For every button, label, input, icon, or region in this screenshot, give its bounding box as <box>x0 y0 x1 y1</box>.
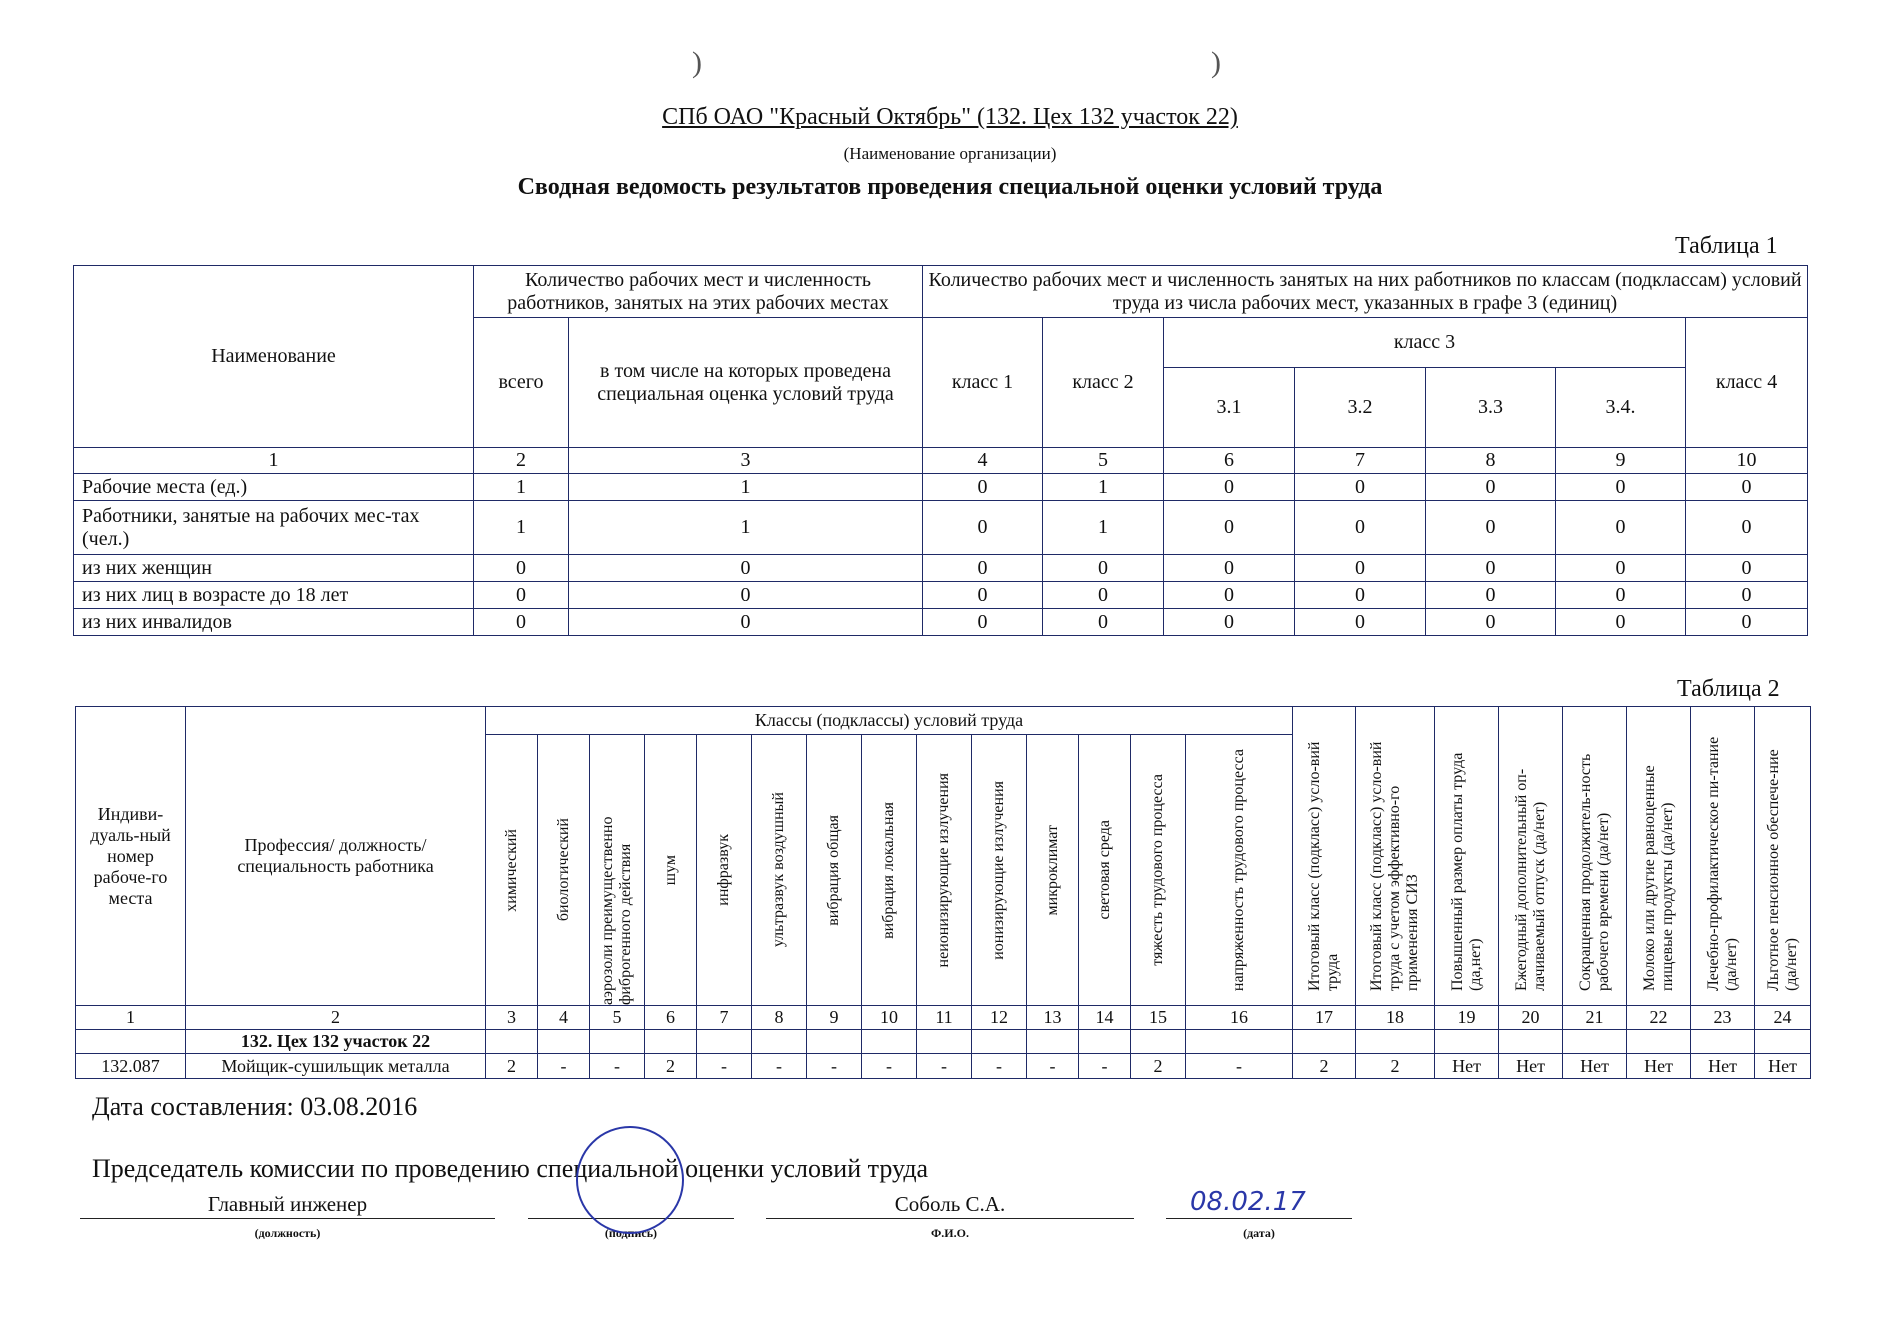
cell-value: 0 <box>1295 555 1426 582</box>
factor-header: аэрозоли преимущественно фиброгенного действия <box>590 735 645 1006</box>
cell-value: 0 <box>1686 501 1808 555</box>
header-name: Наименование <box>74 266 474 448</box>
cell-value: 0 <box>1556 555 1686 582</box>
signature-caption: (подпись) <box>604 1226 658 1240</box>
col-number: 2 <box>186 1006 486 1030</box>
cell-value: 0 <box>1043 555 1164 582</box>
cell-value: Нет <box>1627 1054 1691 1079</box>
cell-value: 0 <box>569 555 923 582</box>
cell-value: 0 <box>1426 582 1556 609</box>
cell-value: 0 <box>1164 609 1295 636</box>
header-class-3-4: 3.4. <box>1556 368 1686 448</box>
cell-value: Нет <box>1691 1054 1755 1079</box>
cell-value: 0 <box>1043 582 1164 609</box>
fio-caption: Ф.И.О. <box>931 1226 969 1240</box>
header-milk: Молоко или другие равноценные пищевые продукты (да/нет) <box>1627 707 1691 1006</box>
factor-header: неионизирующие излучения <box>917 735 972 1006</box>
header-class-3-2: 3.2 <box>1295 368 1426 448</box>
header-quantity: Количество рабочих мест и численность работников, занятых на этих рабочих местах <box>474 266 923 318</box>
cell-value: 0 <box>1043 609 1164 636</box>
header-class-3: класс 3 <box>1164 318 1686 368</box>
column-number-row <box>74 448 1808 474</box>
header-increased-pay: Повышенный размер оплаты труда (да,нет) <box>1435 707 1499 1006</box>
cell-value: 1 <box>569 474 923 501</box>
cell-value: 1 <box>569 501 923 555</box>
cell-value: 0 <box>569 609 923 636</box>
col-number: 20 <box>1499 1006 1563 1030</box>
factor-header: химический <box>486 735 538 1006</box>
cell-value: 0 <box>1295 474 1426 501</box>
col-number: 3 <box>569 448 923 474</box>
col-number: 7 <box>1295 448 1426 474</box>
cell-value: - <box>917 1054 972 1079</box>
cell-value: 0 <box>1164 501 1295 555</box>
header-class-3-3: 3.3 <box>1426 368 1556 448</box>
cell-value: 0 <box>569 582 923 609</box>
header-total-class-siz: Итоговый класс (подкласс) усло-вий труда с учетом эффективно-го применения СИЗ <box>1356 707 1435 1006</box>
cell-value: 1 <box>474 501 569 555</box>
compilation-date: Дата составления: 03.08.2016 <box>92 1092 418 1121</box>
cell-value: 0 <box>923 474 1043 501</box>
row-label: Рабочие места (ед.) <box>74 474 474 501</box>
col-number: 4 <box>923 448 1043 474</box>
col-number: 11 <box>917 1006 972 1030</box>
fio-field: Соболь С.А. <box>766 1192 1134 1219</box>
col-number: 22 <box>1627 1006 1691 1030</box>
cell-value: 2 <box>645 1054 697 1079</box>
row-label: из них женщин <box>74 555 474 582</box>
factor-header: инфразвук <box>697 735 752 1006</box>
cell-value: 0 <box>1295 501 1426 555</box>
col-number: 9 <box>807 1006 862 1030</box>
cell-value: - <box>697 1054 752 1079</box>
cell-value: 2 <box>1293 1054 1356 1079</box>
factor-header: шум <box>645 735 697 1006</box>
cell-value: 1 <box>474 474 569 501</box>
header-pension: Льготное пенсионное обеспече-ние (да/нет) <box>1755 707 1811 1006</box>
scan-mark-right: ) <box>1211 46 1221 79</box>
col-number: 5 <box>1043 448 1164 474</box>
column-number-row <box>76 1006 1811 1030</box>
table-row <box>76 1054 1811 1079</box>
table1-caption: Таблица 1 <box>1675 233 1778 259</box>
table-row <box>74 474 1808 501</box>
section-title: 132. Цех 132 участок 22 <box>186 1030 486 1054</box>
cell-value: 0 <box>1686 609 1808 636</box>
factor-header: биологический <box>538 735 590 1006</box>
cell-value: - <box>1079 1054 1131 1079</box>
col-number: 13 <box>1027 1006 1079 1030</box>
col-number: 16 <box>1186 1006 1293 1030</box>
cell-value: 0 <box>1295 609 1426 636</box>
row-label: Работники, занятые на рабочих мес-тах (чел.) <box>74 501 474 555</box>
col-number: 9 <box>1556 448 1686 474</box>
header-class-1: класс 1 <box>923 318 1043 448</box>
col-number: 15 <box>1131 1006 1186 1030</box>
cell-value: 0 <box>1556 501 1686 555</box>
cell-value: - <box>1027 1054 1079 1079</box>
header-workplace-number: Индиви-дуаль-ный номер рабоче-го места <box>76 707 186 1006</box>
handwritten-date: 08.02.17 <box>1190 1187 1306 1217</box>
cell-value: - <box>972 1054 1027 1079</box>
cell-value: 0 <box>1426 474 1556 501</box>
organization-name: СПб ОАО "Красный Октябрь" (132. Цех 132 участок 22) <box>662 104 1238 130</box>
table-row <box>74 555 1808 582</box>
table2-caption: Таблица 2 <box>1677 676 1780 702</box>
row-label: из них лиц в возрасте до 18 лет <box>74 582 474 609</box>
commission-chair-label: Председатель комиссии по проведению специальной оценки условий труда <box>92 1154 929 1183</box>
cell-value: 0 <box>923 501 1043 555</box>
cell-value: - <box>590 1054 645 1079</box>
col-number: 10 <box>862 1006 917 1030</box>
cell-value: - <box>807 1054 862 1079</box>
cell-value: 2 <box>1131 1054 1186 1079</box>
cell-value: 0 <box>1164 582 1295 609</box>
cell-value: 0 <box>923 609 1043 636</box>
factor-header: тяжесть трудового процесса <box>1131 735 1186 1006</box>
cell-value: 0 <box>1556 582 1686 609</box>
factor-header: напряженность трудового процесса <box>1186 735 1293 1006</box>
cell-value: Нет <box>1563 1054 1627 1079</box>
col-number: 6 <box>645 1006 697 1030</box>
cell-value: 0 <box>1295 582 1426 609</box>
cell-value: Нет <box>1755 1054 1811 1079</box>
header-extra-leave: Ежегодный дополнительный оп-лачиваемый отпуск (да/нет) <box>1499 707 1563 1006</box>
organization-caption: (Наименование организации) <box>843 144 1057 163</box>
cell-value: 0 <box>923 582 1043 609</box>
cell-value: 0 <box>1686 474 1808 501</box>
workplace-number: 132.087 <box>76 1054 186 1079</box>
cell-value: 0 <box>1556 609 1686 636</box>
col-number: 3 <box>486 1006 538 1030</box>
cell-value: 2 <box>1356 1054 1435 1079</box>
scan-mark-left: ) <box>692 46 702 79</box>
header-profession: Профессия/ должность/ специальность работника <box>186 707 486 1006</box>
cell-value: 0 <box>474 582 569 609</box>
cell-value: Нет <box>1499 1054 1563 1079</box>
factor-header: световая среда <box>1079 735 1131 1006</box>
cell-value: Нет <box>1435 1054 1499 1079</box>
cell-value: - <box>752 1054 807 1079</box>
header-class-3-1: 3.1 <box>1164 368 1295 448</box>
cell-value: 0 <box>1426 555 1556 582</box>
col-number: 21 <box>1563 1006 1627 1030</box>
row-label: из них инвалидов <box>74 609 474 636</box>
header-class-2: класс 2 <box>1043 318 1164 448</box>
cell-value: 0 <box>1426 501 1556 555</box>
cell-value: 0 <box>923 555 1043 582</box>
header-reduced-hours: Сокращенная продолжитель-ность рабочего времени (да/нет) <box>1563 707 1627 1006</box>
factor-header: ионизирующие излучения <box>972 735 1027 1006</box>
header-total-class: Итоговый класс (подкласс) усло-вий труда <box>1293 707 1356 1006</box>
cell-value: 0 <box>474 555 569 582</box>
cell-value: 0 <box>474 609 569 636</box>
header-classes: Количество рабочих мест и численность занятых на них работников по классам (подклассам) условий труда из числа рабочих мест, указанных в графе 3 (единиц) <box>923 266 1808 318</box>
cell-value: 0 <box>1686 555 1808 582</box>
col-number: 18 <box>1356 1006 1435 1030</box>
col-number: 1 <box>74 448 474 474</box>
col-number: 8 <box>1426 448 1556 474</box>
summary-table-2 <box>75 706 1811 1079</box>
col-number: 10 <box>1686 448 1808 474</box>
factor-header: микроклимат <box>1027 735 1079 1006</box>
cell-value: - <box>1186 1054 1293 1079</box>
position-field: Главный инженер <box>80 1192 495 1219</box>
col-number: 2 <box>474 448 569 474</box>
section-row <box>76 1030 1811 1054</box>
col-number: 17 <box>1293 1006 1356 1030</box>
col-number: 12 <box>972 1006 1027 1030</box>
col-number: 1 <box>76 1006 186 1030</box>
col-number: 19 <box>1435 1006 1499 1030</box>
document-title: Сводная ведомость результатов проведения специальной оценки условий труда <box>517 174 1383 200</box>
cell-value: 0 <box>1426 609 1556 636</box>
col-number: 5 <box>590 1006 645 1030</box>
factor-header: вибрация локальная <box>862 735 917 1006</box>
col-number: 8 <box>752 1006 807 1030</box>
cell-value: - <box>538 1054 590 1079</box>
header-conditions-classes: Классы (подклассы) условий труда <box>486 707 1293 735</box>
cell-value: - <box>862 1054 917 1079</box>
header-class-4: класс 4 <box>1686 318 1808 448</box>
header-therapeutic-food: Лечебно-профилактическое пи-тание (да/нет) <box>1691 707 1755 1006</box>
table-row <box>74 609 1808 636</box>
col-number: 23 <box>1691 1006 1755 1030</box>
cell-value: 2 <box>486 1054 538 1079</box>
summary-table-1 <box>73 265 1808 636</box>
cell-value: 0 <box>1164 474 1295 501</box>
header-assessed: в том числе на которых проведена специальная оценка условий труда <box>569 318 923 448</box>
profession: Мойщик-сушильщик металла <box>186 1054 486 1079</box>
cell-value: 1 <box>1043 474 1164 501</box>
cell-value: 0 <box>1556 474 1686 501</box>
cell-value: 0 <box>1686 582 1808 609</box>
col-number: 6 <box>1164 448 1295 474</box>
col-number: 14 <box>1079 1006 1131 1030</box>
table-row <box>74 501 1808 555</box>
col-number: 24 <box>1755 1006 1811 1030</box>
factor-header: ультразвук воздушный <box>752 735 807 1006</box>
date-caption: (дата) <box>1243 1226 1275 1240</box>
table-row <box>74 582 1808 609</box>
cell-value: 0 <box>1164 555 1295 582</box>
stamp-seal <box>576 1126 684 1234</box>
position-caption: (должность) <box>254 1226 321 1240</box>
col-number: 7 <box>697 1006 752 1030</box>
col-number: 4 <box>538 1006 590 1030</box>
header-total: всего <box>474 318 569 448</box>
cell-value: 1 <box>1043 501 1164 555</box>
factor-header: вибрация общая <box>807 735 862 1006</box>
